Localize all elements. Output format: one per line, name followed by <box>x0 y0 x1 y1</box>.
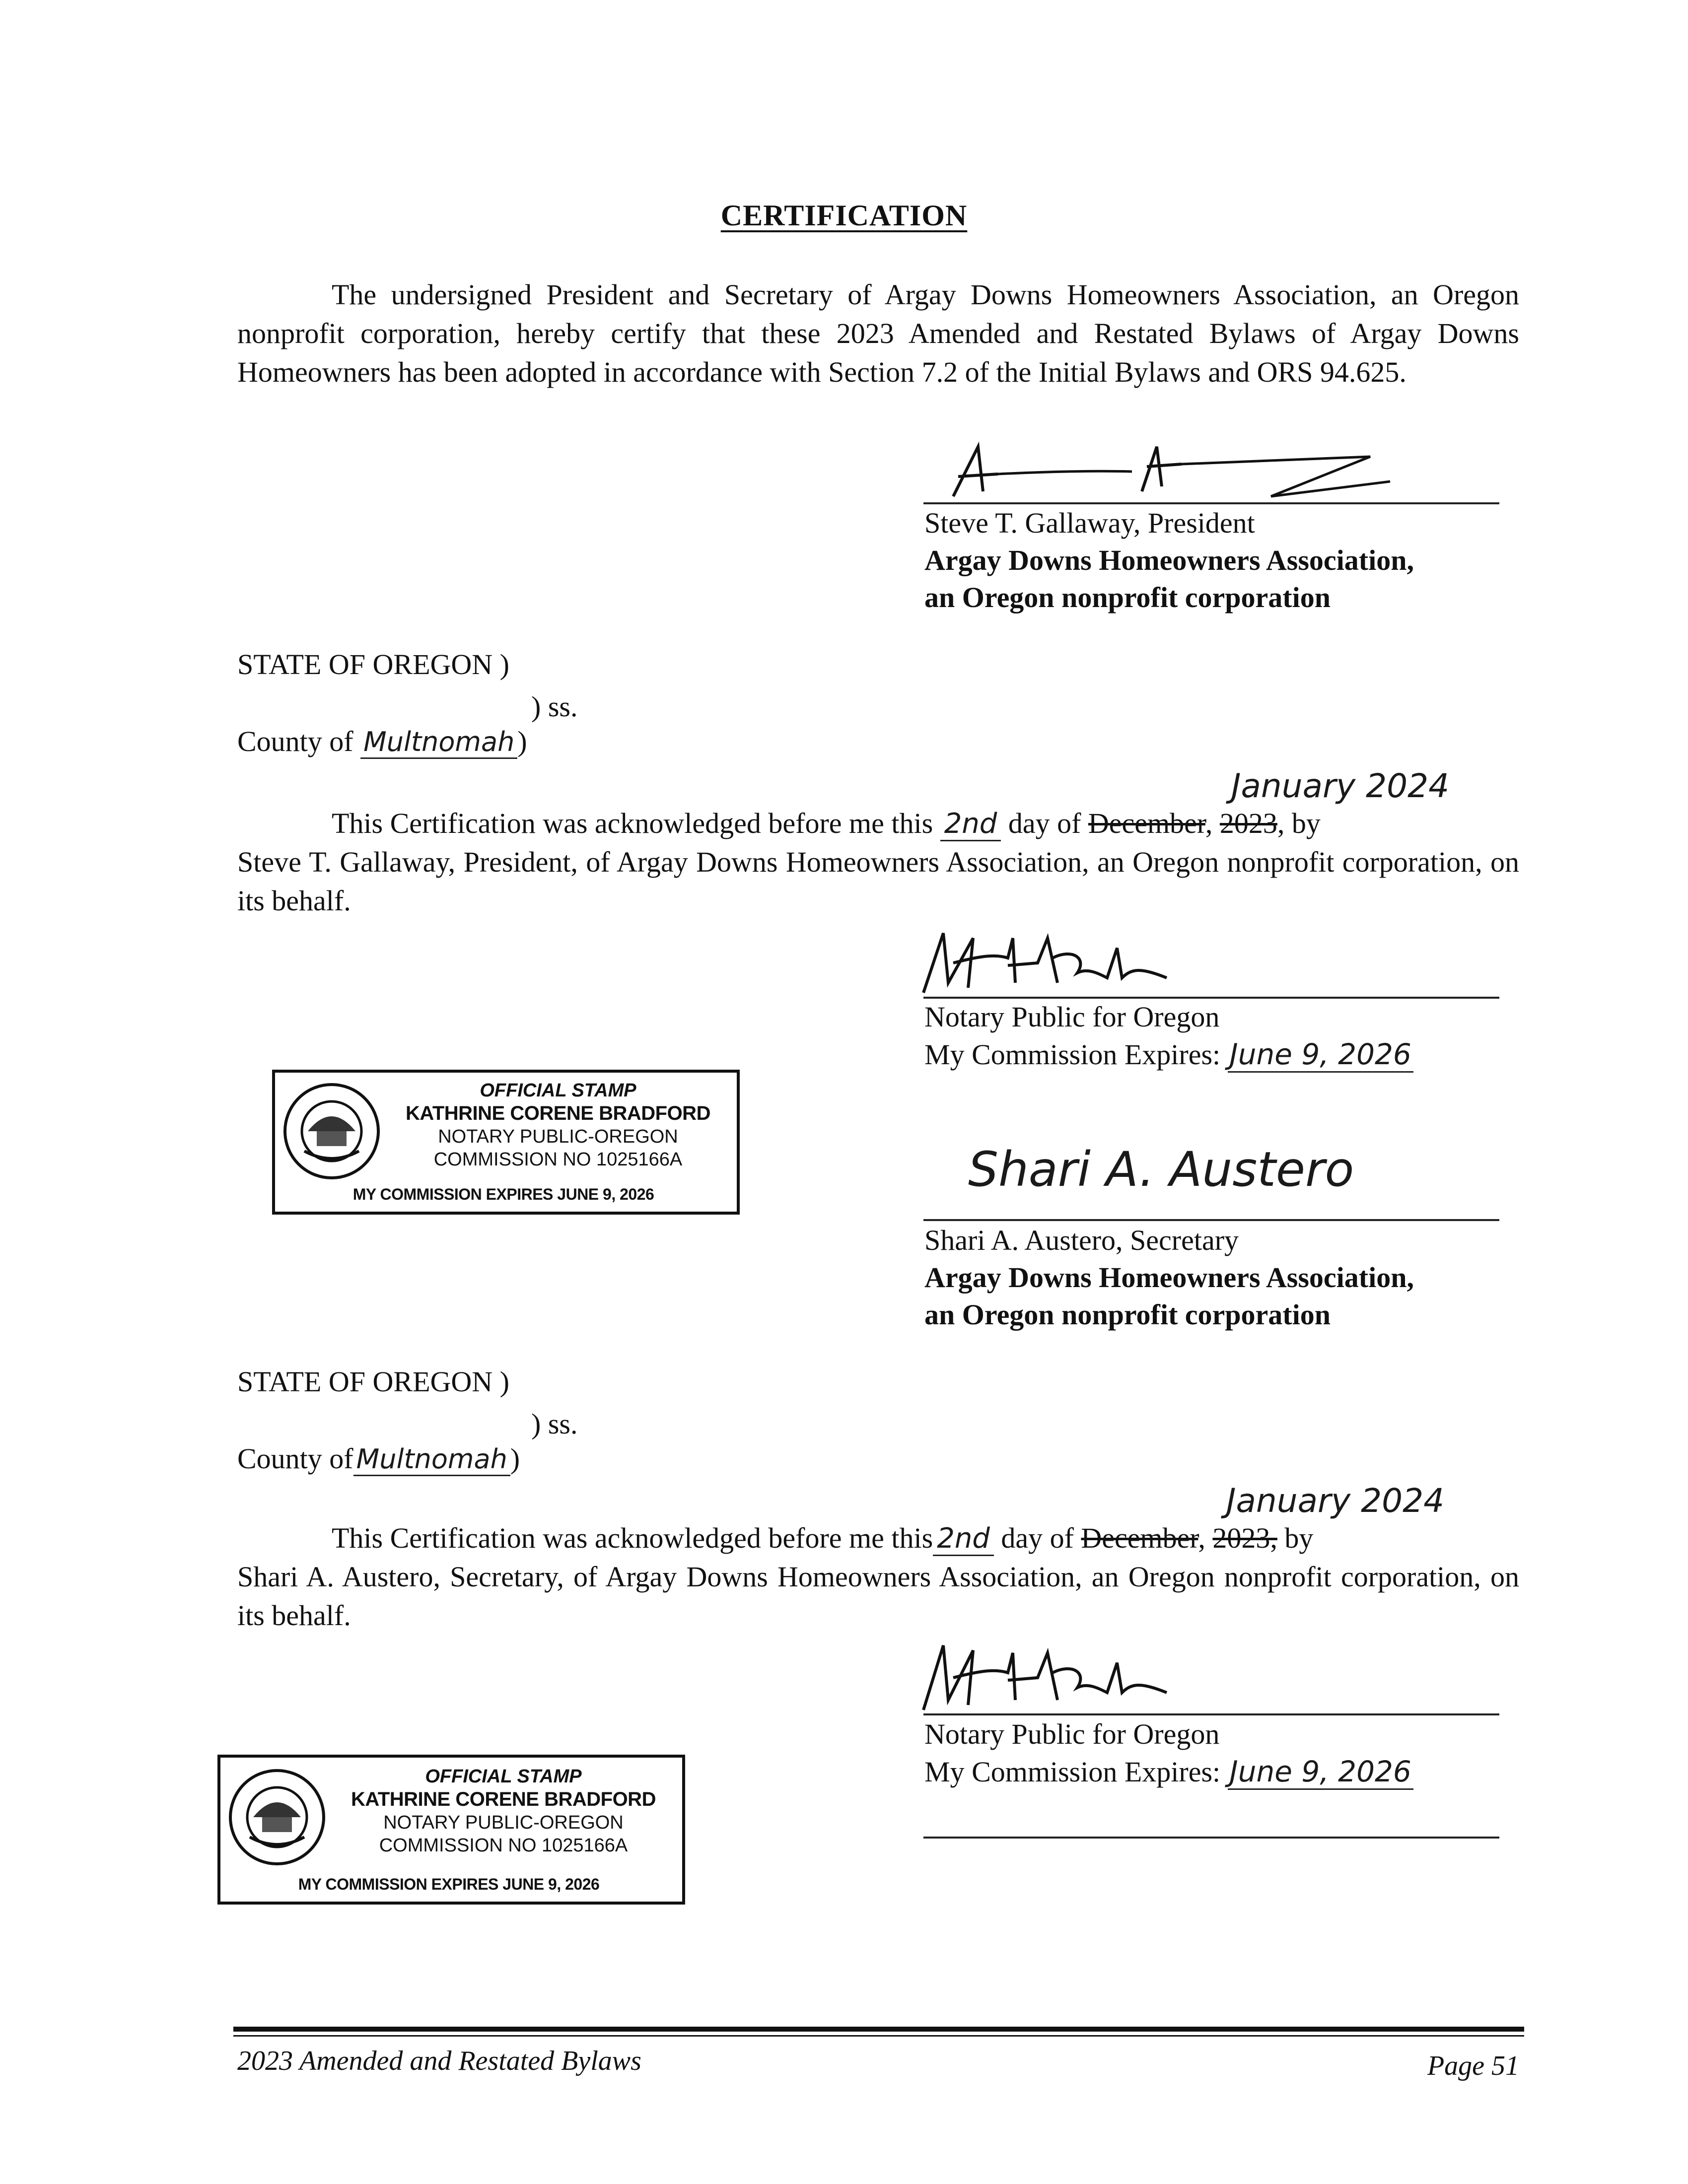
notary1-title: Notary Public for Oregon <box>924 1001 1220 1033</box>
notary1-signature <box>909 928 1187 998</box>
intro-paragraph <box>237 275 1519 392</box>
ack2-year-struck: 2023, <box>1212 1522 1277 1554</box>
ack2-text-c: by <box>1284 1522 1314 1554</box>
notary2-expires-label: My Commission Expires: <box>924 1756 1221 1788</box>
ack1-text-b: day of <box>1008 807 1081 839</box>
footer-document-title: 2023 Amended and Restated Bylaws <box>237 2046 641 2076</box>
secretary-name: Shari A. Austero, Secretary <box>924 1224 1239 1256</box>
stamp1-line4: COMMISSION NO 1025166A <box>433 1149 683 1170</box>
notary2-extra-line <box>923 1837 1499 1839</box>
footer-rule-thick <box>233 2027 1524 2032</box>
president-name: Steve T. Gallaway, President <box>924 507 1255 539</box>
ack1-month-written: January 2024 <box>1231 767 1450 805</box>
ack1-paragraph: Steve T. Gallaway, President, of Argay Downs Homeowners Association, an Oregon nonprofit corporation, on its behalf. <box>237 846 1519 917</box>
stamp1-line1: OFFICIAL STAMP <box>480 1080 636 1101</box>
venue1-county <box>237 722 527 761</box>
notary1-expires <box>924 1035 1413 1074</box>
president-org-line1: Argay Downs Homeowners Association, <box>924 544 1414 576</box>
stamp2-line4: COMMISSION NO 1025166A <box>379 1835 628 1856</box>
ack2-month-written: January 2024 <box>1226 1482 1445 1520</box>
ack2-month-struck: December <box>1081 1522 1198 1554</box>
stamp2-line5: MY COMMISSION EXPIRES JUNE 9, 2026 <box>298 1875 600 1893</box>
stamp1-line5: MY COMMISSION EXPIRES JUNE 9, 2026 <box>352 1185 654 1203</box>
notary2-expires <box>924 1752 1413 1791</box>
oregon-seal-icon <box>227 1768 327 1867</box>
ack2-paragraph: Shari A. Austero, Secretary, of Argay Downs Homeowners Association, an Oregon nonprofit corporation, on its behalf. <box>237 1561 1519 1632</box>
ack2-text-a: This Certification was acknowledged before me this <box>332 1522 933 1554</box>
stamp1-line2: KATHRINE CORENE BRADFORD <box>406 1102 710 1124</box>
president-signature <box>923 437 1400 506</box>
notary2-title: Notary Public for Oregon <box>924 1718 1220 1750</box>
footer-rule-thin <box>233 2035 1524 2037</box>
ack2-line1: This Certification was acknowledged before me this 2nd day of December, 2023, by <box>332 1519 1523 1558</box>
ack1-day-value: 2nd <box>940 808 1001 841</box>
ack1-text-c: , by <box>1277 807 1321 839</box>
intro-text: The undersigned President and Secretary of Argay Downs Homeowners Association, an Oregon nonprofit corporation, hereby certify that these 2023 Amended and Restated Bylaws of Argay Downs Homeowners has been adopted in accordance with Section 7.2 of the Initial Bylaws and ORS 94.625. <box>237 278 1519 388</box>
venue1-county-label: County of <box>237 725 353 757</box>
venue1-ss: ) ss. <box>531 690 578 723</box>
stamp2-line2: KATHRINE CORENE BRADFORD <box>351 1788 656 1810</box>
stamp2-line1: OFFICIAL STAMP <box>425 1766 582 1787</box>
notary2-expires-value: June 9, 2026 <box>1228 1755 1413 1790</box>
stamp2-line3: NOTARY PUBLIC-OREGON <box>383 1812 624 1833</box>
ack1-text-a: This Certification was acknowledged before me this <box>332 807 933 839</box>
president-org-line2: an Oregon nonprofit corporation <box>924 581 1331 614</box>
oregon-seal-icon <box>282 1082 381 1181</box>
footer-page-number: Page 51 <box>1427 2050 1519 2081</box>
secretary-signature: Shari A. Austero <box>968 1142 1354 1197</box>
page-title: CERTIFICATION <box>720 199 968 232</box>
ack1-month-struck: December <box>1088 807 1205 839</box>
notary1-expires-label: My Commission Expires: <box>924 1038 1221 1071</box>
ack2-day-value: 2nd <box>933 1522 994 1556</box>
venue1-county-value: Multnomah <box>360 726 517 759</box>
ack2-text-b: day of <box>1001 1522 1074 1554</box>
secretary-org-line2: an Oregon nonprofit corporation <box>924 1298 1331 1331</box>
ack1-line1: This Certification was acknowledged before me this 2nd day of December, 2023, by <box>332 804 1523 843</box>
venue2-state: STATE OF OREGON ) <box>237 1365 509 1398</box>
venue2-county <box>237 1439 520 1479</box>
official-stamp-1 <box>272 1070 740 1215</box>
official-stamp-2 <box>217 1755 685 1905</box>
notary2-signature <box>909 1640 1187 1715</box>
venue2-county-label: County of <box>237 1442 353 1475</box>
notary1-expires-value: June 9, 2026 <box>1228 1037 1413 1073</box>
stamp1-line3: NOTARY PUBLIC-OREGON <box>438 1126 678 1147</box>
venue2-ss: ) ss. <box>531 1408 578 1440</box>
venue2-county-close: ) <box>510 1442 520 1475</box>
ack1-year-struck: 2023 <box>1219 807 1277 839</box>
venue2-county-value: Multnomah <box>353 1443 510 1476</box>
secretary-org-line1: Argay Downs Homeowners Association, <box>924 1261 1414 1294</box>
venue1-state: STATE OF OREGON ) <box>237 648 509 681</box>
venue1-county-close: ) <box>517 725 527 757</box>
